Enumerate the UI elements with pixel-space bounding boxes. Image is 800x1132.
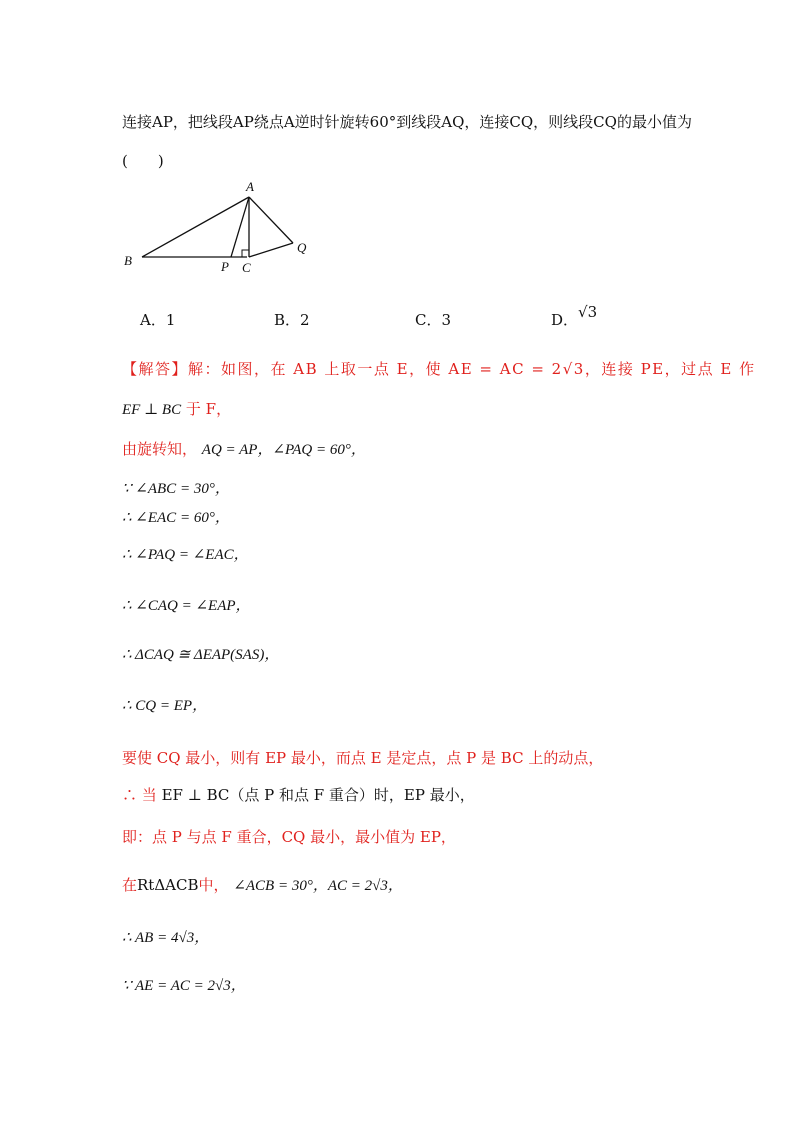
solution-line-4: ∵ ∠ABC = 30°，	[122, 481, 230, 497]
label-a: A	[246, 179, 254, 194]
triangle-figure	[118, 178, 318, 288]
solution-line-9: ∴ CQ = EP，	[122, 698, 208, 714]
solution-line-13	[122, 874, 403, 895]
solution-line-13-c: 中，	[198, 876, 229, 894]
solution-line-13-a: 在	[122, 876, 138, 894]
solution-line-8: ∴ ΔCAQ ≅ ΔEAP(SAS)，	[122, 647, 280, 663]
option-d-value: √3	[578, 303, 598, 321]
solution-line-7: ∴ ∠CAQ = ∠EAP，	[122, 598, 251, 614]
solution-line-1: 【解答】解：如图，在 AB 上取一点 E，使 AE = AC = 2√3，连接 PE，过点 E 作	[122, 360, 756, 378]
problem-line-2: ( )	[122, 152, 164, 170]
option-c: C．3	[415, 311, 452, 329]
solution-line-13-d: ∠ACB = 30°，AC = 2√3，	[233, 878, 403, 894]
solution-line-14: ∴ AB = 4√3，	[122, 930, 210, 946]
label-c: C	[242, 260, 251, 275]
solution-line-11-head: ∴ 当	[122, 786, 157, 804]
segment-ba	[142, 197, 249, 257]
solution-line-3-head: 由旋转知，	[122, 440, 198, 458]
solution-line-12: 即：点 P 与点 F 重合，CQ 最小，最小值为 EP，	[122, 828, 456, 846]
problem-line-1: 连接AP，把线段AP绕点A逆时针旋转60°到线段AQ，连接CQ，则线段CQ的最小值为	[122, 113, 692, 131]
option-a: A．1	[140, 311, 176, 329]
option-b: B．2	[274, 311, 310, 329]
solution-line-13-b: RtΔACB	[137, 876, 199, 894]
solution-line-2	[122, 398, 231, 419]
right-angle-mark	[242, 250, 249, 257]
label-q: Q	[297, 240, 307, 255]
solution-line-5: ∴ ∠EAC = 60°，	[122, 510, 230, 526]
option-d-prefix: D．	[551, 311, 579, 329]
solution-line-6: ∴ ∠PAQ = ∠EAC，	[122, 547, 249, 563]
segment-aq	[249, 197, 293, 243]
solution-line-11	[122, 784, 475, 805]
solution-line-11-tail: EF ⊥ BC（点 P 和点 F 重合）时，EP 最小，	[161, 786, 475, 804]
solution-line-3	[122, 438, 366, 459]
solution-line-3-expr: AQ = AP，∠PAQ = 60°，	[201, 442, 366, 458]
label-p: P	[221, 259, 229, 274]
ef-perp-bc: EF ⊥ BC	[122, 402, 182, 418]
solution-line-15: ∵ AE = AC = 2√3，	[122, 978, 246, 994]
segment-cq	[249, 243, 293, 257]
option-d	[551, 303, 598, 330]
solution-line-2-tail: 于 F，	[185, 400, 232, 418]
label-b: B	[124, 253, 132, 268]
solution-line-10: 要使 CQ 最小，则有 EP 最小，而点 E 是定点，点 P 是 BC 上的动点，	[122, 749, 604, 767]
